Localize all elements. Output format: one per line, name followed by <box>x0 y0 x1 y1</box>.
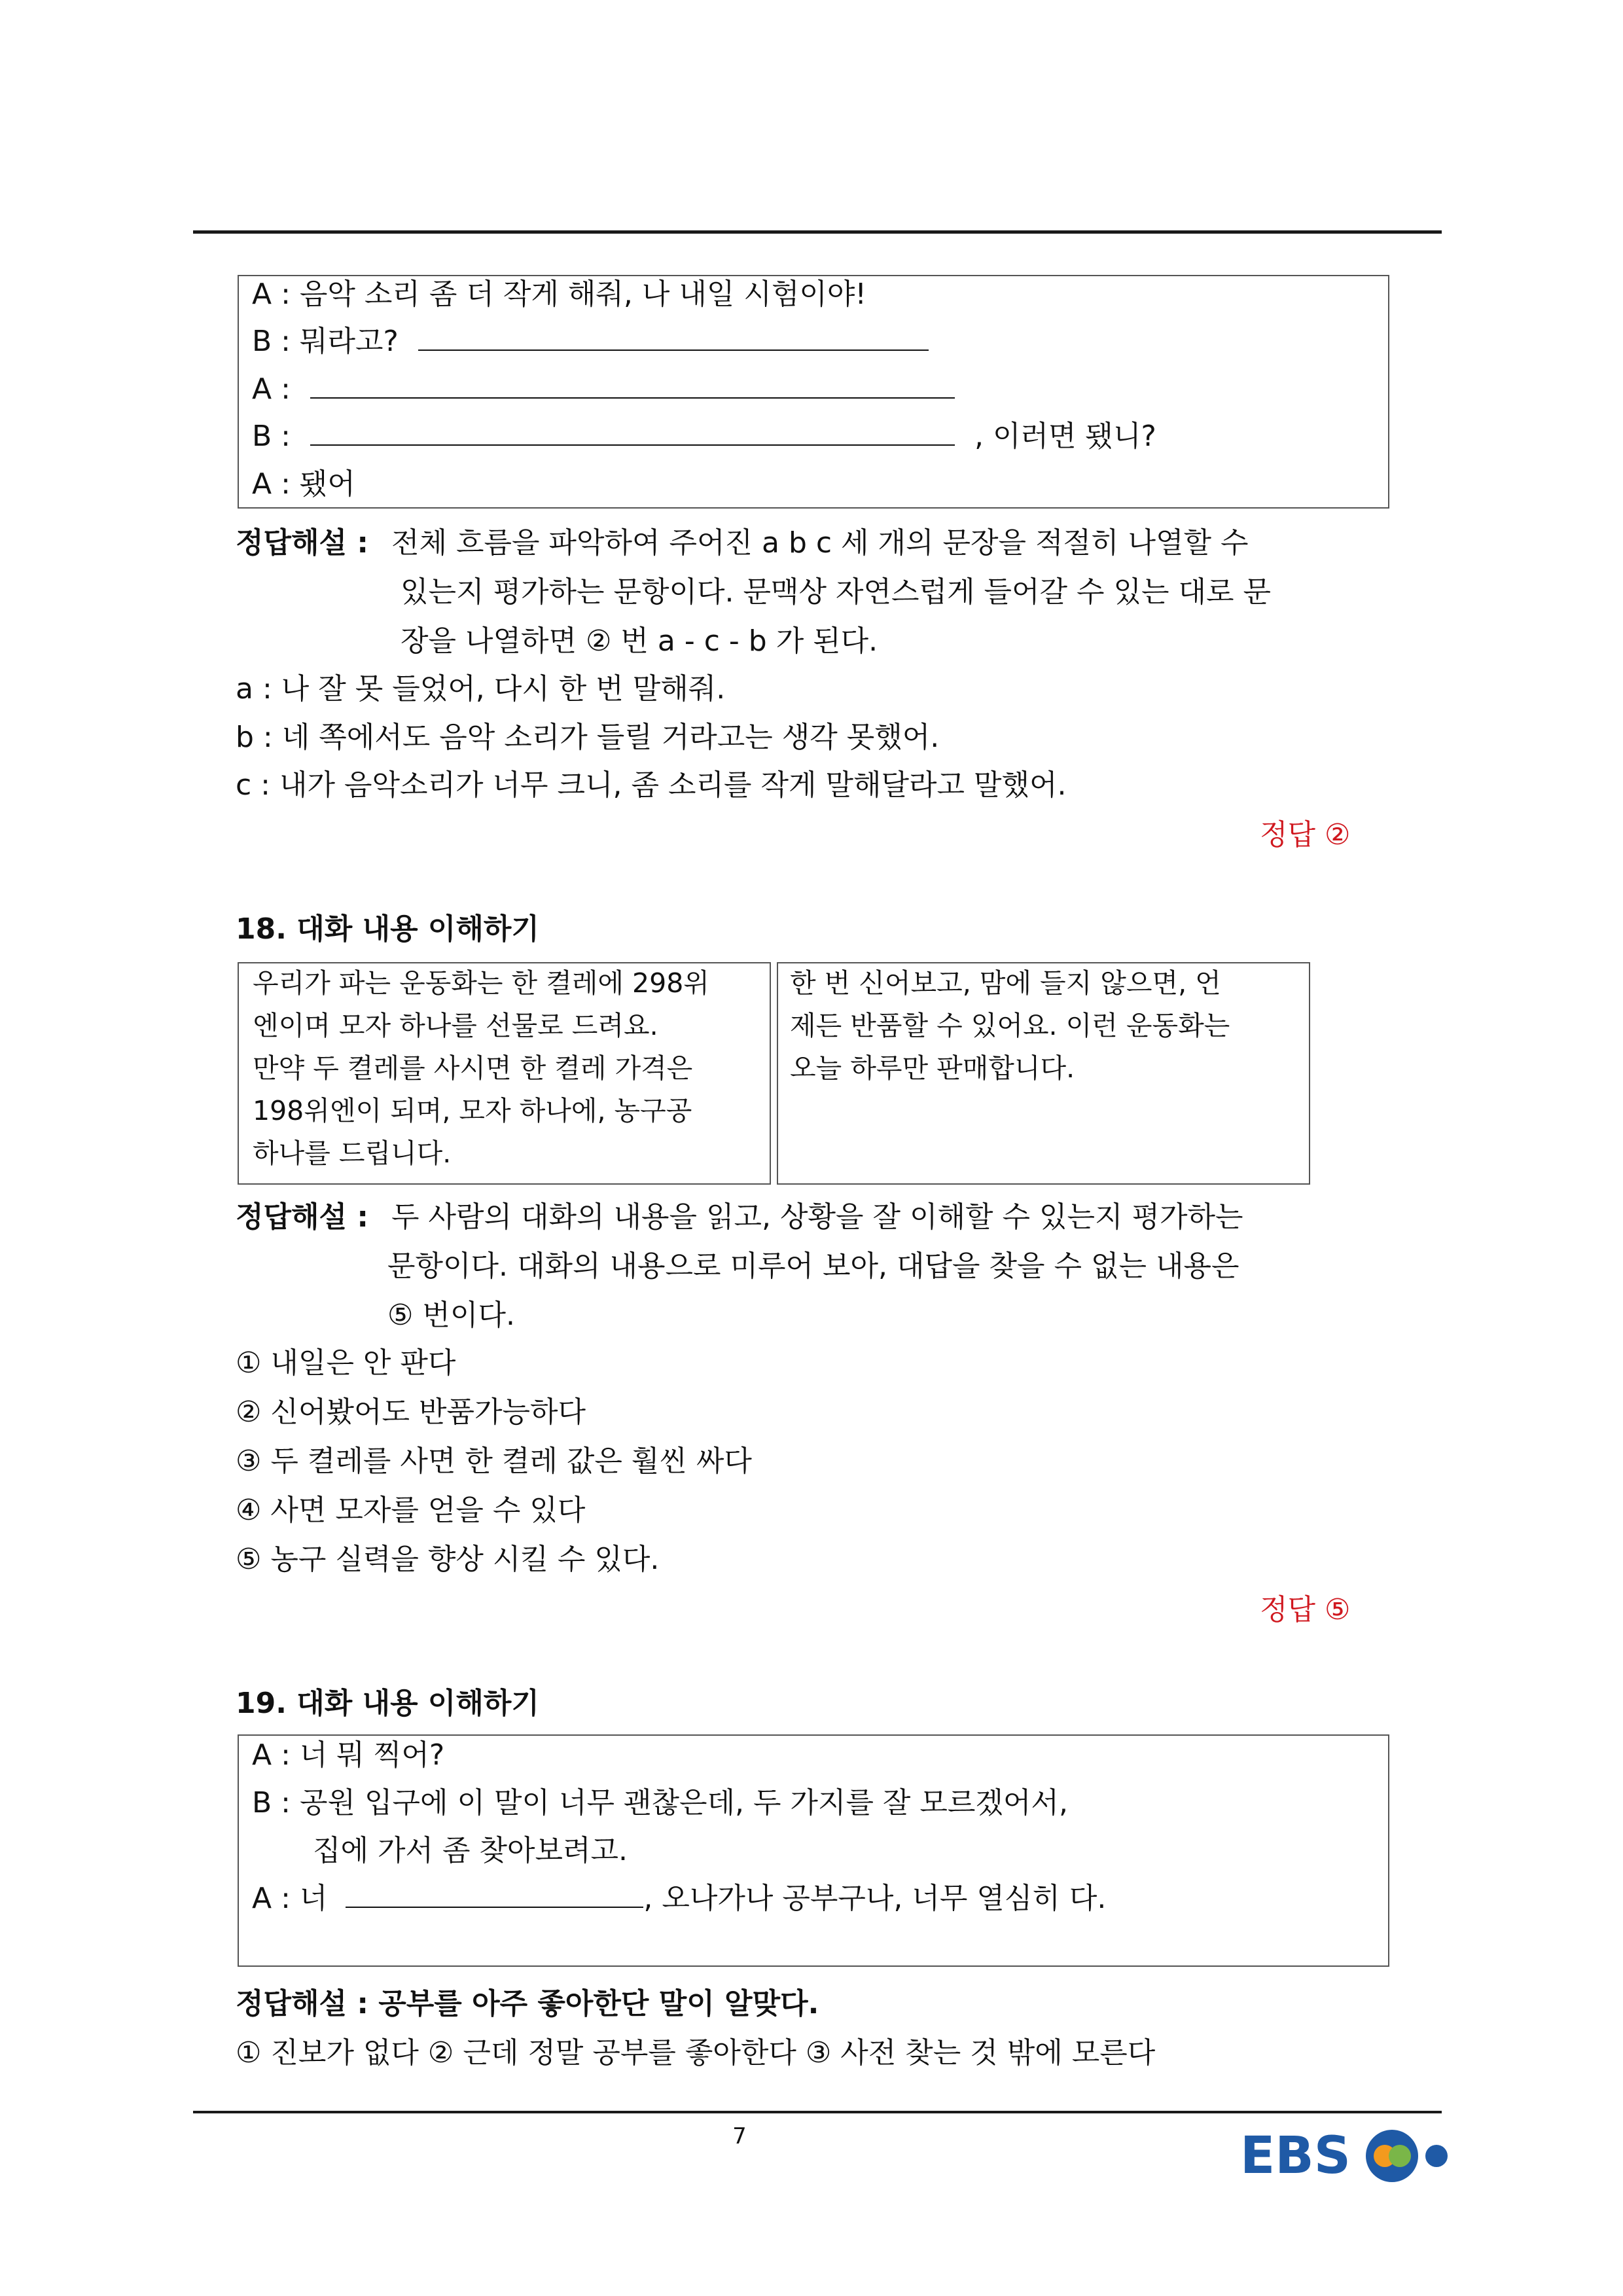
ebs-logo <box>1240 2122 1453 2187</box>
q18-option-2: ② 신어봤어도 반품가능하다 <box>236 1395 586 1429</box>
q18-explain-line-2: 문항이다. 대화의 내용으로 미루어 보아, 대답을 찾을 수 없는 내용은 <box>387 1249 1240 1283</box>
q17-option-b: b : 네 쪽에서도 음악 소리가 들릴 거라고는 생각 못했어. <box>236 721 940 754</box>
ebs-logo-blue-dot <box>1425 2145 1448 2167</box>
q17-blank-2 <box>310 371 955 399</box>
q18-right-line-1: 한 번 신어보고, 맘에 들지 않으면, 언 <box>790 967 1221 999</box>
q17-explain-label: 정답해설 : <box>236 526 368 560</box>
q17-option-c: c : 내가 음악소리가 너무 크니, 좀 소리를 작게 말해달라고 말했어. <box>236 768 1067 802</box>
q17-dialog-line-4-text: B : <box>252 420 291 453</box>
q17-dialog-line-3-text: A : <box>252 372 291 406</box>
q17-dialog-line-3 <box>252 370 955 409</box>
q18-right-line-3: 오늘 하루만 판매합니다. <box>790 1052 1075 1084</box>
q18-answer: 정답 ⑤ <box>1260 1593 1351 1626</box>
q18-explain-label: 정답해설 : <box>236 1200 368 1234</box>
q19-dialog-line-3: 집에 가서 좀 찾아보려고. <box>313 1834 628 1867</box>
q19-heading: 19. 대화 내용 이해하기 <box>236 1687 539 1720</box>
q19-dialog-line-4-tail: , 오나가나 공부구나, 너무 열심히 다. <box>643 1882 1107 1915</box>
q17-dialog-line-4 <box>252 417 1156 456</box>
footer-rule <box>193 2111 1442 2113</box>
q17-blank-3 <box>310 418 955 446</box>
page-number: 7 <box>732 2123 747 2149</box>
q19-options: ① 진보가 없다 ② 근데 정말 공부를 좋아한다 ③ 사전 찾는 것 밖에 모른다 <box>236 2036 1156 2070</box>
q17-blank-1 <box>418 323 929 351</box>
q18-option-5: ⑤ 농구 실력을 향상 시킬 수 있다. <box>236 1543 660 1576</box>
q19-dialog-line-2: B : 공원 입구에 이 말이 너무 괜찮은데, 두 가지를 잘 모르겠어서, <box>252 1786 1068 1820</box>
q17-dialog-line-2 <box>252 322 929 361</box>
q19-dialog-line-1: A : 너 뭐 찍어? <box>252 1738 445 1772</box>
q17-dialog-line-4-tail: , 이러면 됐니? <box>974 420 1156 453</box>
q19-blank <box>346 1880 643 1908</box>
q19-dialog-line-4-head: A : 너 <box>252 1882 328 1915</box>
q18-left-line-2: 엔이며 모자 하나를 선물로 드려요. <box>253 1010 658 1041</box>
q18-heading: 18. 대화 내용 이해하기 <box>236 912 539 946</box>
q17-dialog-line-5: A : 됐어 <box>252 467 355 501</box>
q19-dialog-line-4 <box>252 1879 1106 1918</box>
ebs-logo-green-dot <box>1389 2145 1411 2167</box>
q17-option-a: a : 나 잘 못 들었어, 다시 한 번 말해줘. <box>236 672 726 706</box>
q17-explain-line-2: 있는지 평가하는 문항이다. 문맥상 자연스럽게 들어갈 수 있는 대로 문 <box>401 575 1271 609</box>
q18-left-line-4: 198위엔이 되며, 모자 하나에, 농구공 <box>253 1095 692 1126</box>
ebs-logo-text: EBS <box>1240 2126 1351 2185</box>
q17-explain-line-1: 전체 흐름을 파악하여 주어진 a b c 세 개의 문장을 적절히 나열할 수 <box>391 526 1249 560</box>
q17-answer: 정답 ② <box>1260 818 1351 852</box>
q18-left-line-1: 우리가 파는 운동화는 한 켤레에 298위 <box>253 967 709 999</box>
q17-dialog-line-2-text: B : 뭐라고? <box>252 325 399 358</box>
q19-explain: 정답해설 : 공부를 아주 좋아한단 말이 알맞다. <box>236 1987 819 2020</box>
q18-right-line-2: 제든 반품할 수 있어요. 이런 운동화는 <box>790 1010 1230 1041</box>
q17-dialog-line-1: A : 음악 소리 좀 더 작게 해줘, 나 내일 시험이야! <box>252 278 866 311</box>
q17-explain-line-3: 장을 나열하면 ② 번 a - c - b 가 된다. <box>401 624 878 658</box>
q18-explain-line-3: ⑤ 번이다. <box>387 1299 515 1332</box>
q18-left-line-3: 만약 두 켤레를 사시면 한 켤레 가격은 <box>253 1052 693 1084</box>
q18-option-4: ④ 사면 모자를 얻을 수 있다 <box>236 1494 586 1527</box>
q18-left-line-5: 하나를 드립니다. <box>253 1138 452 1169</box>
q18-option-3: ③ 두 켤레를 사면 한 켤레 값은 훨씬 싸다 <box>236 1444 752 1478</box>
header-rule <box>193 230 1442 234</box>
ebs-logo-mark <box>1240 2122 1453 2187</box>
q18-option-1: ① 내일은 안 판다 <box>236 1346 456 1380</box>
q18-explain-line-1: 두 사람의 대화의 내용을 읽고, 상황을 잘 이해할 수 있는지 평가하는 <box>391 1200 1243 1234</box>
